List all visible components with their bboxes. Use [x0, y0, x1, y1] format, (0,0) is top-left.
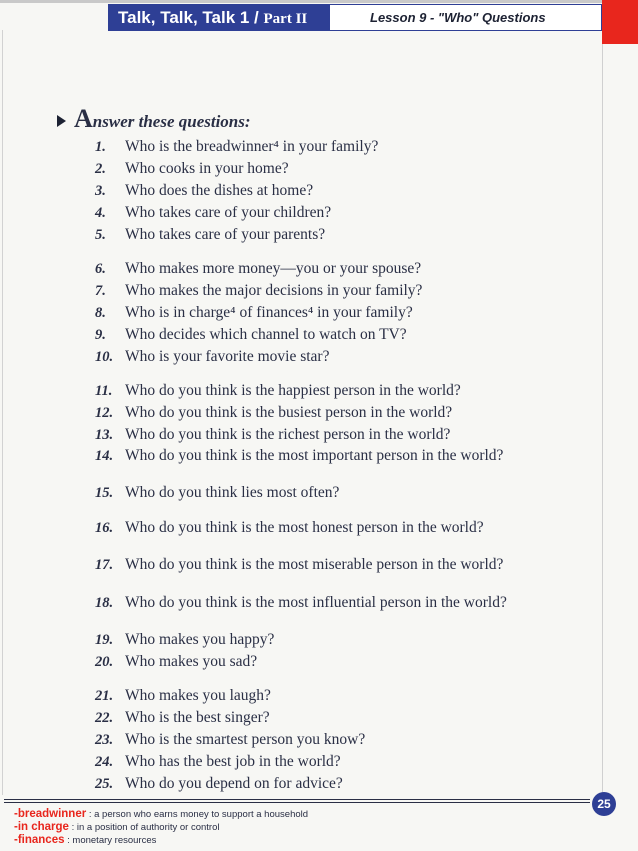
question-item	[95, 305, 565, 321]
question-text: Who do you think is the most honest person in the world?	[125, 519, 484, 536]
question-number: 13.	[95, 427, 114, 443]
question-text: Who takes care of your parents?	[125, 226, 326, 243]
question-text: Who do you think is the happiest person in the world?	[125, 382, 461, 399]
question-text: Who is your favorite movie star?	[125, 348, 330, 365]
question-text: Who is the smartest person you know?	[125, 731, 366, 748]
question-text: Who do you think is the richest person in the world?	[125, 426, 451, 443]
question-number: 18.	[95, 595, 114, 611]
question-text: Who has the best job in the world?	[125, 753, 341, 770]
question-item	[95, 327, 565, 343]
question-number: 7.	[95, 283, 106, 299]
question-number: 1.	[95, 139, 106, 155]
question-item	[95, 557, 565, 573]
question-text: Who makes you sad?	[125, 653, 258, 670]
question-item	[95, 754, 565, 770]
question-text: Who cooks in your home?	[125, 160, 289, 177]
question-text: Who makes more money—you or your spouse?	[125, 260, 422, 277]
question-text: Who do you depend on for advice?	[125, 775, 343, 792]
question-item	[95, 485, 565, 501]
page-number-badge: 25	[592, 792, 616, 816]
question-text: Who decides which channel to watch on TV?	[125, 326, 407, 343]
top-rule	[0, 0, 638, 3]
heading-text: nswer these questions:	[92, 112, 251, 131]
question-item	[95, 732, 565, 748]
question-text: Who is in charge⁴ of finances⁴ in your family?	[125, 304, 413, 321]
footer-rule	[4, 799, 590, 800]
question-item	[95, 261, 565, 277]
question-text: Who do you think is the most miserable person in the world?	[125, 556, 504, 573]
triangle-arrow-icon	[57, 115, 66, 127]
glossary-term: -in charge	[14, 821, 69, 833]
question-text: Who makes you laugh?	[125, 687, 271, 704]
question-item	[95, 776, 565, 792]
glossary-entry	[14, 821, 219, 833]
question-number: 6.	[95, 261, 106, 277]
question-item	[95, 632, 565, 648]
footer-rule	[4, 802, 590, 803]
glossary-entry	[14, 808, 308, 820]
question-item	[95, 520, 565, 536]
question-item	[95, 405, 565, 421]
question-number: 16.	[95, 520, 114, 536]
question-number: 17.	[95, 557, 114, 573]
heading-initial: A	[74, 104, 93, 133]
book-title: Talk, Talk, Talk 1 /	[118, 8, 264, 27]
question-text: Who makes the major decisions in your family?	[125, 282, 423, 299]
question-text: Who is the best singer?	[125, 709, 270, 726]
question-text: Who takes care of your children?	[125, 204, 332, 221]
question-number: 2.	[95, 161, 106, 177]
part-label: Part II	[263, 11, 308, 27]
question-number: 12.	[95, 405, 114, 421]
question-number: 25.	[95, 776, 114, 792]
question-number: 14.	[95, 448, 114, 464]
glossary-definition: : a person who earns money to support a household	[86, 809, 309, 820]
question-text: Who do you think is the busiest person in the world?	[125, 404, 453, 421]
question-number: 20.	[95, 654, 114, 670]
section-heading	[57, 104, 251, 134]
question-item	[95, 383, 565, 399]
glossary-entry	[14, 834, 156, 846]
left-margin-rule	[2, 30, 3, 795]
question-number: 9.	[95, 327, 106, 343]
question-text: Who is the breadwinner⁴ in your family?	[125, 138, 379, 155]
question-item	[95, 205, 565, 221]
glossary-term: -breadwinner	[14, 808, 87, 820]
question-item	[95, 688, 565, 704]
glossary-term: -finances	[14, 834, 65, 846]
question-item	[95, 227, 565, 243]
right-margin-rule	[602, 44, 603, 804]
question-text: Who do you think lies most often?	[125, 484, 340, 501]
lesson-title-banner	[330, 4, 602, 31]
lesson-title: Lesson 9 - "Who" Questions	[370, 10, 546, 25]
question-item	[95, 283, 565, 299]
question-number: 19.	[95, 632, 114, 648]
book-title-banner	[108, 4, 330, 31]
question-number: 8.	[95, 305, 106, 321]
glossary-definition: : monetary resources	[64, 835, 157, 846]
question-number: 5.	[95, 227, 106, 243]
question-number: 3.	[95, 183, 106, 199]
question-number: 11.	[95, 383, 113, 399]
question-item	[95, 183, 565, 199]
question-number: 23.	[95, 732, 114, 748]
question-number: 15.	[95, 485, 114, 501]
question-item	[95, 427, 565, 443]
question-number: 24.	[95, 754, 114, 770]
question-item	[95, 349, 565, 365]
question-text: Who does the dishes at home?	[125, 182, 314, 199]
question-text: Who do you think is the most influential person in the world?	[125, 594, 507, 611]
question-item	[95, 448, 565, 464]
question-number: 22.	[95, 710, 114, 726]
question-item	[95, 161, 565, 177]
question-item	[95, 139, 565, 155]
question-item	[95, 654, 565, 670]
question-number: 10.	[95, 349, 114, 365]
question-text: Who makes you happy?	[125, 631, 275, 648]
question-text: Who do you think is the most important person in the world?	[125, 447, 504, 464]
question-item	[95, 710, 565, 726]
question-number: 21.	[95, 688, 114, 704]
glossary-definition: : in a position of authority or control	[68, 822, 220, 833]
question-number: 4.	[95, 205, 106, 221]
question-item	[95, 595, 565, 611]
red-corner-tab	[602, 0, 638, 44]
